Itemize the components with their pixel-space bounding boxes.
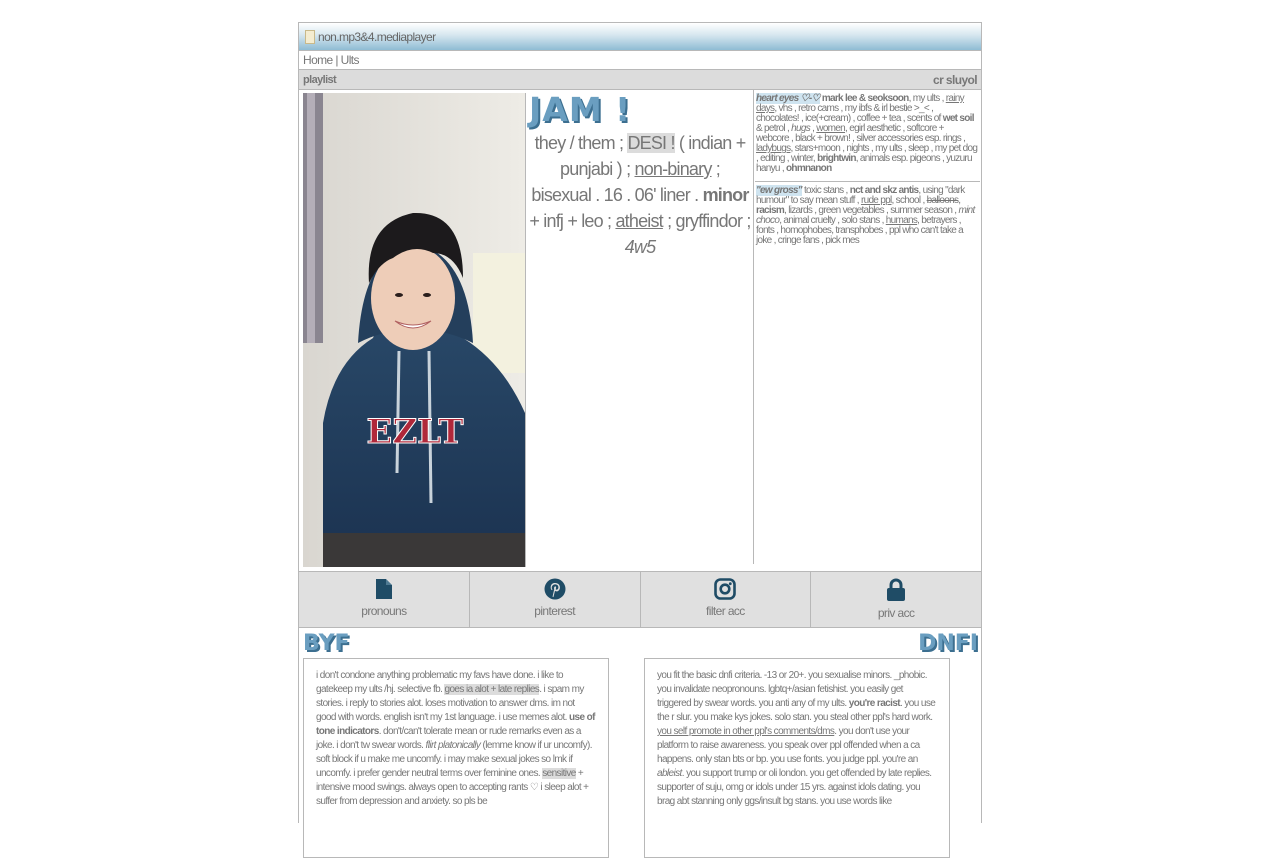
bio-heading: JAM ! — [529, 90, 632, 129]
title-bar — [299, 23, 981, 51]
playlist-label[interactable]: playlist — [303, 73, 337, 86]
bio-text: they / them ; DESI ! ( indian + punjabi ) ; non-binary ; bisexual . 16 . 06' liner . minor + infj + leo ; atheist ; gryffindor ; 4w5 — [529, 133, 751, 257]
profile-window — [298, 22, 982, 823]
playlist-bar — [299, 70, 981, 90]
nav-home-link[interactable]: Home — [303, 53, 333, 67]
pinterest-link[interactable]: pinterest — [470, 572, 641, 627]
minor-label: minor — [702, 185, 749, 205]
enneagram-label: 4w5 — [624, 237, 656, 257]
instagram-icon — [714, 578, 736, 600]
svg-text:EZLT: EZLT — [366, 412, 464, 452]
file-icon — [305, 30, 315, 44]
atheist-label: atheist — [615, 211, 663, 231]
main-panel — [299, 90, 981, 572]
dnfi-box: you fit the basic dnfi criteria. -13 or 20+. you sexualise minors. _phobic. you invalidate neopronouns. lgbtq+/asian fetishist. you easily get triggered by swear words. you anti any of my ults. you're racist. you use the r slur. you make kys jokes. solo stan. you steal other ppl's hard work. you self promote in other ppl's comments/dms. you don't use your platform to raise awareness. you speak over ppl offended when a ca happens. only stan bts or bp. you use fonts. you judge ppl. you're an ableist. you support trump or oli london. you get offended by late replies. supporter of suju, omg or idols under 15 yrs. against idols dating. you brag abt stanning only ggs/insult bg stans. you use words like — [644, 658, 950, 858]
likes-dislikes-panel — [755, 90, 980, 251]
likes-tag: heart eyes ♡-♡ — [756, 93, 820, 104]
desi-highlight: DESI ! — [627, 133, 675, 153]
nav-separator: | — [335, 53, 338, 67]
link-icon-bar — [299, 572, 981, 628]
pinterest-icon — [544, 578, 566, 600]
profile-photo — [303, 93, 526, 567]
file-icon — [375, 578, 393, 600]
pronouns-link[interactable]: pronouns — [299, 572, 470, 627]
nav-bar — [299, 51, 981, 70]
priv-acc-link[interactable]: priv acc — [811, 572, 981, 627]
window-title: non.mp3&4.mediaplayer — [318, 29, 436, 44]
byf-heading: BYF — [303, 630, 350, 656]
nav-ults-link[interactable]: Ults — [340, 53, 359, 67]
dislikes-box: "ew gross" toxic stans , nct and skz antis, using "dark humour" to say mean stuff , rude ppl, school , balloons, racism, lizards , green vegetables , summer season , mint choco, animal cruelty , solo stans , humans, betrayers , fonts , homophobes, transphobes , ppl who can't take a joke , cringe fans , pick mes — [756, 185, 975, 246]
likes-box: heart eyes ♡-♡ mark lee & seoksoon, my ults , rainy days, vhs , retro cams , my ibfs & irl bestie >_< , chocolates! , ice(+cream) , coffee + tea , scents of wet soil & petrol , hugs , women, egirl aesthetic , softcore + webcore , black + brown! , silver accessories esp. rings , ladybugs, stars+moon , nights , my ults , sleep , my pet dog , editing , winter, brightwin, animals esp. pigeons , yuzuru hanyu , ohmnanon — [755, 90, 980, 182]
byf-box: i don't condone anything problematic my favs have done. i like to gatekeep my ults /hj. selective fb. goes ia alot + late replies. i spam my stories. i reply to stories alot. loses motivation to answer dms. im not good with words. english isn't my 1st language. i use memes alot. use of tone indicators. don't/can't tolerate mean or rude remarks even as a joke. i don't tw swear words. flirt platonically (lemme know if ur uncomfy). soft block if u make me uncomfy. i may make sexual jokes so lmk if uncomfy. i prefer gender neutral terms over feminine ones. sensitive + intensive mood swings. always open to accepting rants ♡ i sleep alot + suffer from depression and anxiety. so pls be — [303, 658, 609, 858]
filter-acc-link[interactable]: filter acc — [641, 572, 812, 627]
dislikes-tag: "ew gross" — [756, 185, 802, 196]
bio-panel — [527, 90, 754, 564]
section-headers — [299, 628, 981, 658]
dnfi-heading: DNFI — [918, 630, 978, 656]
credit-label: cr sluyol — [933, 72, 977, 87]
non-binary-link: non-binary — [634, 159, 712, 179]
lock-icon — [886, 578, 906, 602]
